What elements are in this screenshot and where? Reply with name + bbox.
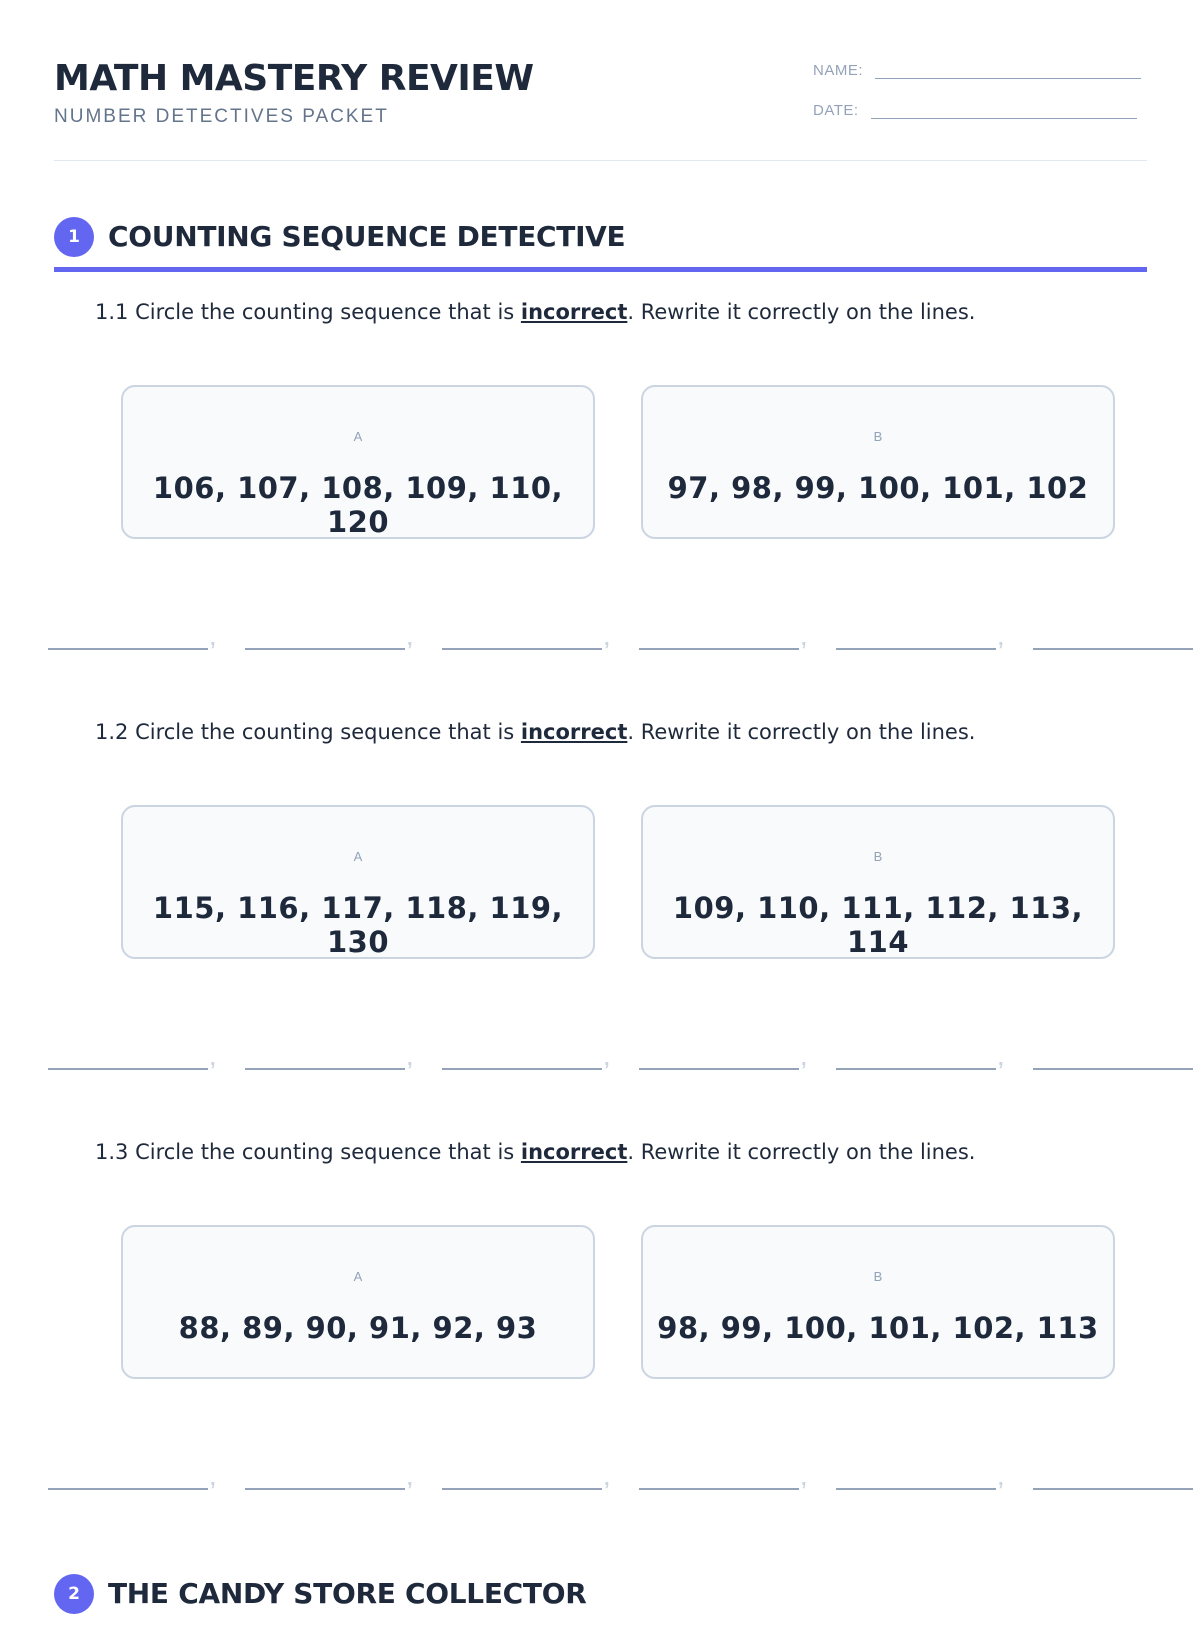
date-label: DATE: bbox=[813, 102, 859, 119]
question-text: 1.2 Circle the counting sequence that is bbox=[95, 720, 521, 744]
answer-blank[interactable] bbox=[836, 1050, 996, 1070]
answer-blank[interactable] bbox=[639, 630, 799, 650]
option-sequence: 97, 98, 99, 100, 101, 102 bbox=[667, 471, 1089, 505]
answer-blank[interactable] bbox=[836, 1470, 996, 1490]
question-emphasis: incorrect bbox=[520, 1140, 628, 1164]
option-card-b[interactable] bbox=[641, 805, 1115, 959]
blank-comma: , bbox=[210, 1048, 216, 1070]
answer-blank[interactable] bbox=[245, 630, 405, 650]
blank-comma: , bbox=[604, 628, 610, 650]
option-card-a[interactable] bbox=[121, 805, 595, 959]
header-divider bbox=[54, 160, 1147, 161]
answer-blank[interactable] bbox=[442, 630, 602, 650]
name-label: NAME: bbox=[813, 62, 864, 79]
blank-comma: , bbox=[604, 1048, 610, 1070]
answer-blank[interactable] bbox=[442, 1470, 602, 1490]
option-sequence: 98, 99, 100, 101, 102, 113 bbox=[657, 1311, 1099, 1345]
option-letter: B bbox=[873, 1269, 883, 1284]
question-text-end: . Rewrite it correctly on the lines. bbox=[627, 300, 976, 324]
name-field[interactable] bbox=[813, 62, 1141, 79]
option-card-b[interactable] bbox=[641, 385, 1115, 539]
question-text: 1.3 Circle the counting sequence that is bbox=[95, 1140, 521, 1164]
question-1-2 bbox=[95, 720, 975, 744]
question-text-end: . Rewrite it correctly on the lines. bbox=[627, 1140, 976, 1164]
blank-comma: , bbox=[801, 628, 807, 650]
section-number-badge: 1 bbox=[54, 217, 94, 257]
option-letter: B bbox=[873, 849, 883, 864]
option-card-a[interactable] bbox=[121, 1225, 595, 1379]
option-letter: A bbox=[353, 1269, 363, 1284]
option-sequence: 109, 110, 111, 112, 113, 114 bbox=[672, 891, 1084, 959]
worksheet-header bbox=[54, 58, 534, 128]
blank-comma: , bbox=[407, 1048, 413, 1070]
option-sequence: 106, 107, 108, 109, 110, 120 bbox=[152, 471, 564, 539]
option-sequence: 88, 89, 90, 91, 92, 93 bbox=[178, 1311, 538, 1345]
answer-blank[interactable] bbox=[442, 1050, 602, 1070]
blank-comma: , bbox=[407, 1468, 413, 1490]
section-title: THE CANDY STORE COLLECTOR bbox=[108, 1577, 587, 1610]
section-2-header bbox=[54, 1574, 1147, 1632]
blank-comma: , bbox=[998, 628, 1004, 650]
option-letter: B bbox=[873, 429, 883, 444]
answer-blank[interactable] bbox=[1033, 1470, 1193, 1490]
question-1-1 bbox=[95, 300, 975, 324]
answer-blanks bbox=[48, 1470, 1198, 1490]
answer-blank[interactable] bbox=[245, 1470, 405, 1490]
blank-comma: , bbox=[407, 628, 413, 650]
answer-blank[interactable] bbox=[1033, 630, 1193, 650]
blank-comma: , bbox=[604, 1468, 610, 1490]
answer-blank[interactable] bbox=[245, 1050, 405, 1070]
date-field[interactable] bbox=[813, 102, 1137, 119]
page-title: MATH MASTERY REVIEW bbox=[54, 58, 534, 99]
section-1-header bbox=[54, 217, 1147, 275]
option-letter: A bbox=[353, 429, 363, 444]
section-rule bbox=[54, 267, 1147, 272]
answer-blank[interactable] bbox=[48, 1050, 208, 1070]
page-subtitle: NUMBER DETECTIVES PACKET bbox=[54, 106, 389, 127]
option-card-a[interactable] bbox=[121, 385, 595, 539]
answer-blank[interactable] bbox=[48, 1470, 208, 1490]
blank-comma: , bbox=[210, 628, 216, 650]
option-sequence: 115, 116, 117, 118, 119, 130 bbox=[152, 891, 564, 959]
option-card-b[interactable] bbox=[641, 1225, 1115, 1379]
section-title: COUNTING SEQUENCE DETECTIVE bbox=[108, 220, 626, 253]
question-emphasis: incorrect bbox=[520, 720, 628, 744]
option-letter: A bbox=[353, 849, 363, 864]
date-line[interactable] bbox=[871, 117, 1137, 119]
answer-blank[interactable] bbox=[1033, 1050, 1193, 1070]
answer-blank[interactable] bbox=[639, 1470, 799, 1490]
answer-blanks bbox=[48, 1050, 1198, 1070]
section-number-badge: 2 bbox=[54, 1574, 94, 1614]
blank-comma: , bbox=[210, 1468, 216, 1490]
question-text: 1.1 Circle the counting sequence that is bbox=[95, 300, 521, 324]
answer-blank[interactable] bbox=[836, 630, 996, 650]
name-line[interactable] bbox=[875, 77, 1141, 79]
blank-comma: , bbox=[998, 1468, 1004, 1490]
blank-comma: , bbox=[801, 1468, 807, 1490]
answer-blank[interactable] bbox=[48, 630, 208, 650]
blank-comma: , bbox=[998, 1048, 1004, 1070]
answer-blank[interactable] bbox=[639, 1050, 799, 1070]
answer-blanks bbox=[48, 630, 1198, 650]
question-text-end: . Rewrite it correctly on the lines. bbox=[627, 720, 976, 744]
question-emphasis: incorrect bbox=[520, 300, 628, 324]
blank-comma: , bbox=[801, 1048, 807, 1070]
question-1-3 bbox=[95, 1140, 975, 1164]
